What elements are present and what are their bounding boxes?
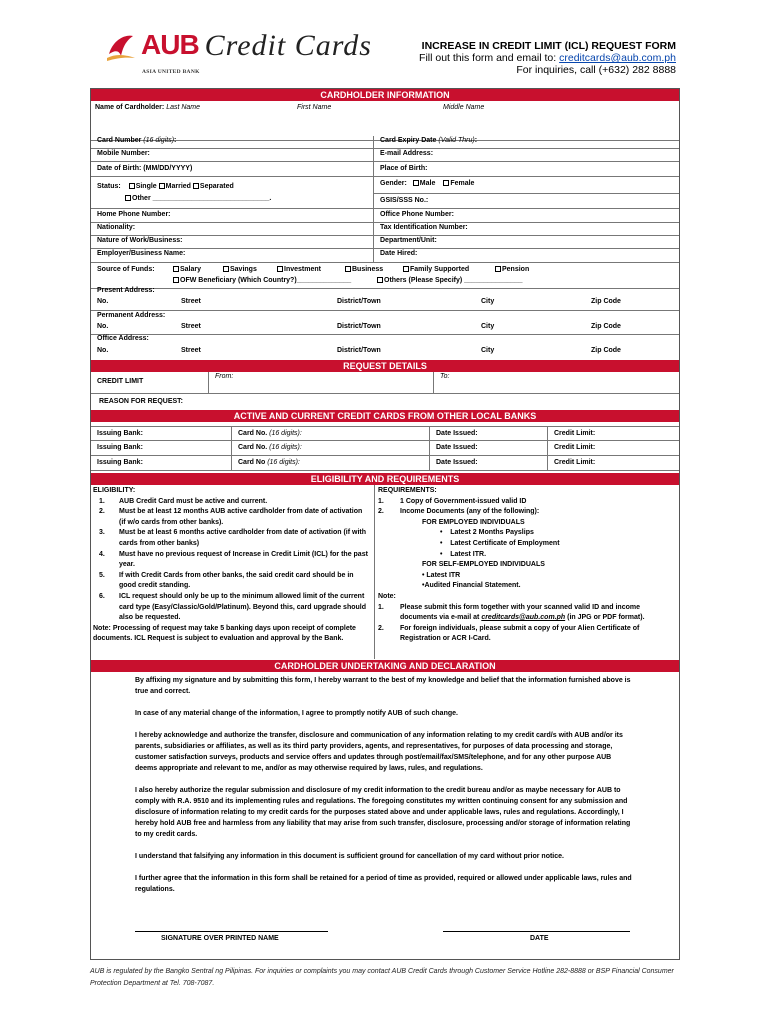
- other-card-row[interactable]: Issuing Bank: Card No. (16 digits): Date Issued: Credit Limit:: [91, 441, 679, 456]
- employer-field[interactable]: Employer/Business Name:: [91, 249, 374, 262]
- funds-salary-checkbox[interactable]: Salary: [173, 266, 201, 273]
- section-request-details: REQUEST DETAILS: [91, 360, 679, 372]
- place-of-birth-field[interactable]: Place of Birth:: [380, 165, 428, 172]
- eligibility-list: ELIGIBILITY: 1. AUB Credit Card must be active and current. 2. Must be at least 12 months AUB active cardholder from date of activation (if w/o cards from other banks). 3. Must be at least 6 months active cardholder from date of activation (if with cards from other banks) 4. Must have no previous request of Increase in Credit Limit (ICL) for the past year. 5. If with Credit Cards from other banks, the said credit card should be in good credit standing. 6. ICL request should only be up to the minimum allowed limit of the current card type (Easy/Classic/Gold/Platinum). Beyond this, card upgrade should also be requested. Note: Processing of request may take 5 banking days upon receipt of complete documents. ICL Request is subject to evaluation and approval by the Bank.: [93, 486, 369, 645]
- middle-name-field[interactable]: Middle Name: [443, 104, 485, 111]
- card-expiry-field[interactable]: Card Expiry Date (Valid Thru):: [380, 137, 478, 144]
- gender-field: Gender: Male Female: [380, 180, 475, 187]
- first-name-field[interactable]: First Name: [297, 104, 332, 111]
- funds-business-checkbox[interactable]: Business: [345, 266, 383, 273]
- email-address-field[interactable]: E-mail Address:: [380, 150, 434, 157]
- funds-ofw-checkbox[interactable]: OFW Beneficiary (Which Country?)______________: [173, 277, 351, 284]
- other-card-row[interactable]: Issuing Bank: Card No. (16 digits): Date Issued: Credit Limit:: [91, 426, 679, 441]
- mobile-number-field[interactable]: Mobile Number:: [91, 149, 374, 161]
- declaration-text: By affixing my signature and by submitting this form, I hereby warrant to the best of my knowledge and belief that the information furnished above is true and correct. In case of any material change of the information, I agree to promptly notify AUB of such change. I hereby acknowledge and authorize the transfer, disclosure and communication of any information relating to my credit card/s with AUB and/or its parents, subsidiaries or affiliates, as well as its third party providers, agents, and representatives, for purposes of data processing and storage, customer satisfaction surveys, products and service offers and updates through post/email/fax/SMS/telephone, and for any other purpose AUB deems appropriate and relevant to me, and/or as may otherwise required by laws, rules, and regulations. I also hereby authorize the regular submission and disclosure of my credit information to the credit bureau and/or as maybe necessary for AUB to comply with R.A. 9510 and its implementing rules and regulations. The foregoing constitutes my written continuing consent for any submission and disclosure of information relating to my credit cards for the purposes stated above and under applicable laws, rules and regulations. Accordingly, I hereby hold AUB free and harmless from any liability that may arise from such transfer, disclosure, processing and/or storage of information relating to my credit cards. I understand that falsifying any information in this document is sufficient ground for cancellation of my card without prior notice. I further agree that the information in this form shall be retained for a period of time as provided, required or allowed under applicable laws, rules and regulations.: [135, 677, 632, 893]
- aub-logo: [105, 29, 372, 75]
- section-undertaking: CARDHOLDER UNDERTAKING AND DECLARATION: [91, 660, 679, 672]
- gender-female-checkbox[interactable]: Female: [443, 180, 474, 187]
- email-link[interactable]: creditcards@aub.com.ph: [559, 52, 676, 64]
- tin-field[interactable]: Tax Identification Number:: [380, 224, 468, 231]
- nature-of-work-field[interactable]: Nature of Work/Business:: [91, 236, 374, 248]
- email-instruction: Fill out this form and email to: creditcards@aub.com.ph: [419, 52, 676, 64]
- source-of-funds-row: Source of Funds: Salary Savings Investment Business Family Supported Pension OFW Beneficiary (Which Country?)______________ Others (Please Specify) _______________: [91, 263, 679, 289]
- form-title-block: [419, 40, 676, 76]
- credit-limit-row: [91, 372, 679, 394]
- funds-investment-checkbox[interactable]: Investment: [277, 266, 321, 273]
- section-eligibility: ELIGIBILITY AND REQUIREMENTS: [91, 473, 679, 485]
- footer-disclaimer: AUB is regulated by the Bangko Sentral ng Pilipinas. For inquiries or complaints you may contact AUB Credit Cards through Customer Service Hotline 282-8888 or BSP Financial Consumer Protection Department at Tel. 708-7087.: [90, 968, 674, 987]
- status-other-checkbox[interactable]: Other ______________________________.: [125, 195, 271, 202]
- eligibility-item: 1. AUB Credit Card must be active and current.: [99, 497, 268, 505]
- status-separated-checkbox[interactable]: Separated: [193, 183, 234, 190]
- eligibility-item: 5. If with Credit Cards from other banks, the said credit card should be in good credit standing.: [99, 571, 354, 590]
- status-row: Status: Single Married Separated Other ______________________________. Gender: Male Female GSIS/SSS No.:: [91, 177, 679, 209]
- office-phone-field[interactable]: Office Phone Number:: [380, 211, 454, 218]
- department-field[interactable]: Department/Unit:: [380, 237, 437, 244]
- eligibility-note: Note: Processing of request may take 5 banking days upon receipt of complete documents. ICL Request is subject to evaluation and approval by the Bank.: [93, 624, 356, 643]
- credit-limit-from-field[interactable]: From:: [209, 372, 434, 393]
- other-card-row[interactable]: Issuing Bank: Card No (16 digits): Date Issued: Credit Limit:: [91, 456, 679, 471]
- section-cardholder-information: CARDHOLDER INFORMATION: [91, 89, 679, 101]
- date-line[interactable]: [443, 931, 630, 932]
- funds-family-checkbox[interactable]: Family Supported: [403, 266, 469, 273]
- date-label: DATE: [530, 935, 549, 942]
- logo-aub-text: AUB ASIA UNITED BANK: [141, 32, 199, 58]
- date-of-birth-field[interactable]: Date of Birth: (MM/DD/YYYY): [91, 162, 374, 176]
- signature-label: SIGNATURE OVER PRINTED NAME: [161, 935, 279, 942]
- name-row: Name of Cardholder: Last Name First Name Middle Name: [91, 101, 679, 141]
- funds-savings-checkbox[interactable]: Savings: [223, 266, 257, 273]
- card-number-field[interactable]: Card Number (16 digits):: [91, 136, 374, 148]
- requirements-list: REQUIREMENTS: 1. 1 Copy of Government-issued valid ID 2. Income Documents (any of the following): FOR EMPLOYED INDIVIDUALS • Latest 2 Months Payslips • Latest Certificate of Employment • Latest ITR. FOR SELF-EMPLOYED INDIVIDUALS • Latest ITR •Audited Financial Statement. Note: 1. Please submit this form together with your scanned valid ID and income documents via e-mail at creditcards@aub.com.ph (in JPG or PDF format). 2. For foreign individuals, please submit a copy of your Alien Certificate of Registration or ACR I-Card.: [378, 487, 645, 643]
- icl-request-form: [90, 88, 680, 960]
- funds-others-checkbox[interactable]: Others (Please Specify) _______________: [377, 277, 523, 284]
- home-phone-field[interactable]: Home Phone Number:: [91, 209, 374, 222]
- inquiries-text: For inquiries, call (+632) 282 8888: [516, 64, 676, 76]
- form-title: INCREASE IN CREDIT LIMIT (ICL) REQUEST FORM: [421, 40, 676, 52]
- signature-line[interactable]: [135, 931, 328, 932]
- reason-row[interactable]: [91, 394, 679, 409]
- present-address-row[interactable]: Present Address: No. Street District/Town City Zip Code: [91, 287, 679, 311]
- aub-logo-mark-icon: [105, 32, 137, 62]
- logo-credit-cards-text: Credit Cards: [204, 29, 372, 62]
- eligibility-item: 4. Must have no previous request of Increase in Credit Limit (ICL) for the past year.: [99, 550, 368, 569]
- last-name-field[interactable]: Last Name: [166, 104, 201, 111]
- eligibility-item: 6. ICL request should only be up to the minimum allowed limit of the current card type (Easy/Classic/Gold/Platinum). Beyond this, card upgrade should also be requested.: [99, 592, 366, 622]
- section-other-cards: ACTIVE AND CURRENT CREDIT CARDS FROM OTHER LOCAL BANKS: [91, 410, 679, 422]
- header: [0, 0, 768, 88]
- permanent-address-row[interactable]: Permanent Address: No. Street District/Town City Zip Code: [91, 311, 679, 335]
- reason-label: REASON FOR REQUEST:: [99, 398, 184, 405]
- eligibility-item: 2. Must be at least 12 months AUB active cardholder from date of activation (if w/o cards from other banks).: [99, 508, 363, 526]
- status-single-checkbox[interactable]: Single: [129, 183, 157, 190]
- date-hired-field[interactable]: Date Hired:: [380, 250, 418, 257]
- funds-pension-checkbox[interactable]: Pension: [495, 266, 529, 273]
- nationality-field[interactable]: Nationality:: [91, 223, 374, 235]
- credit-limit-label: CREDIT LIMIT: [91, 372, 209, 393]
- credit-limit-to-field[interactable]: To:: [440, 373, 450, 380]
- gsis-sss-field[interactable]: GSIS/SSS No.:: [380, 197, 429, 204]
- gender-male-checkbox[interactable]: Male: [413, 180, 436, 187]
- office-address-row[interactable]: Office Address: No. Street District/Town City Zip Code: [97, 335, 621, 354]
- eligibility-item: 3. Must be at least 6 months active cardholder from date of activation (if with cards from other banks): [99, 529, 366, 547]
- logo-subtext: ASIA UNITED BANK: [142, 69, 200, 75]
- card-number-row: [91, 136, 679, 149]
- status-married-checkbox[interactable]: Married: [159, 183, 191, 190]
